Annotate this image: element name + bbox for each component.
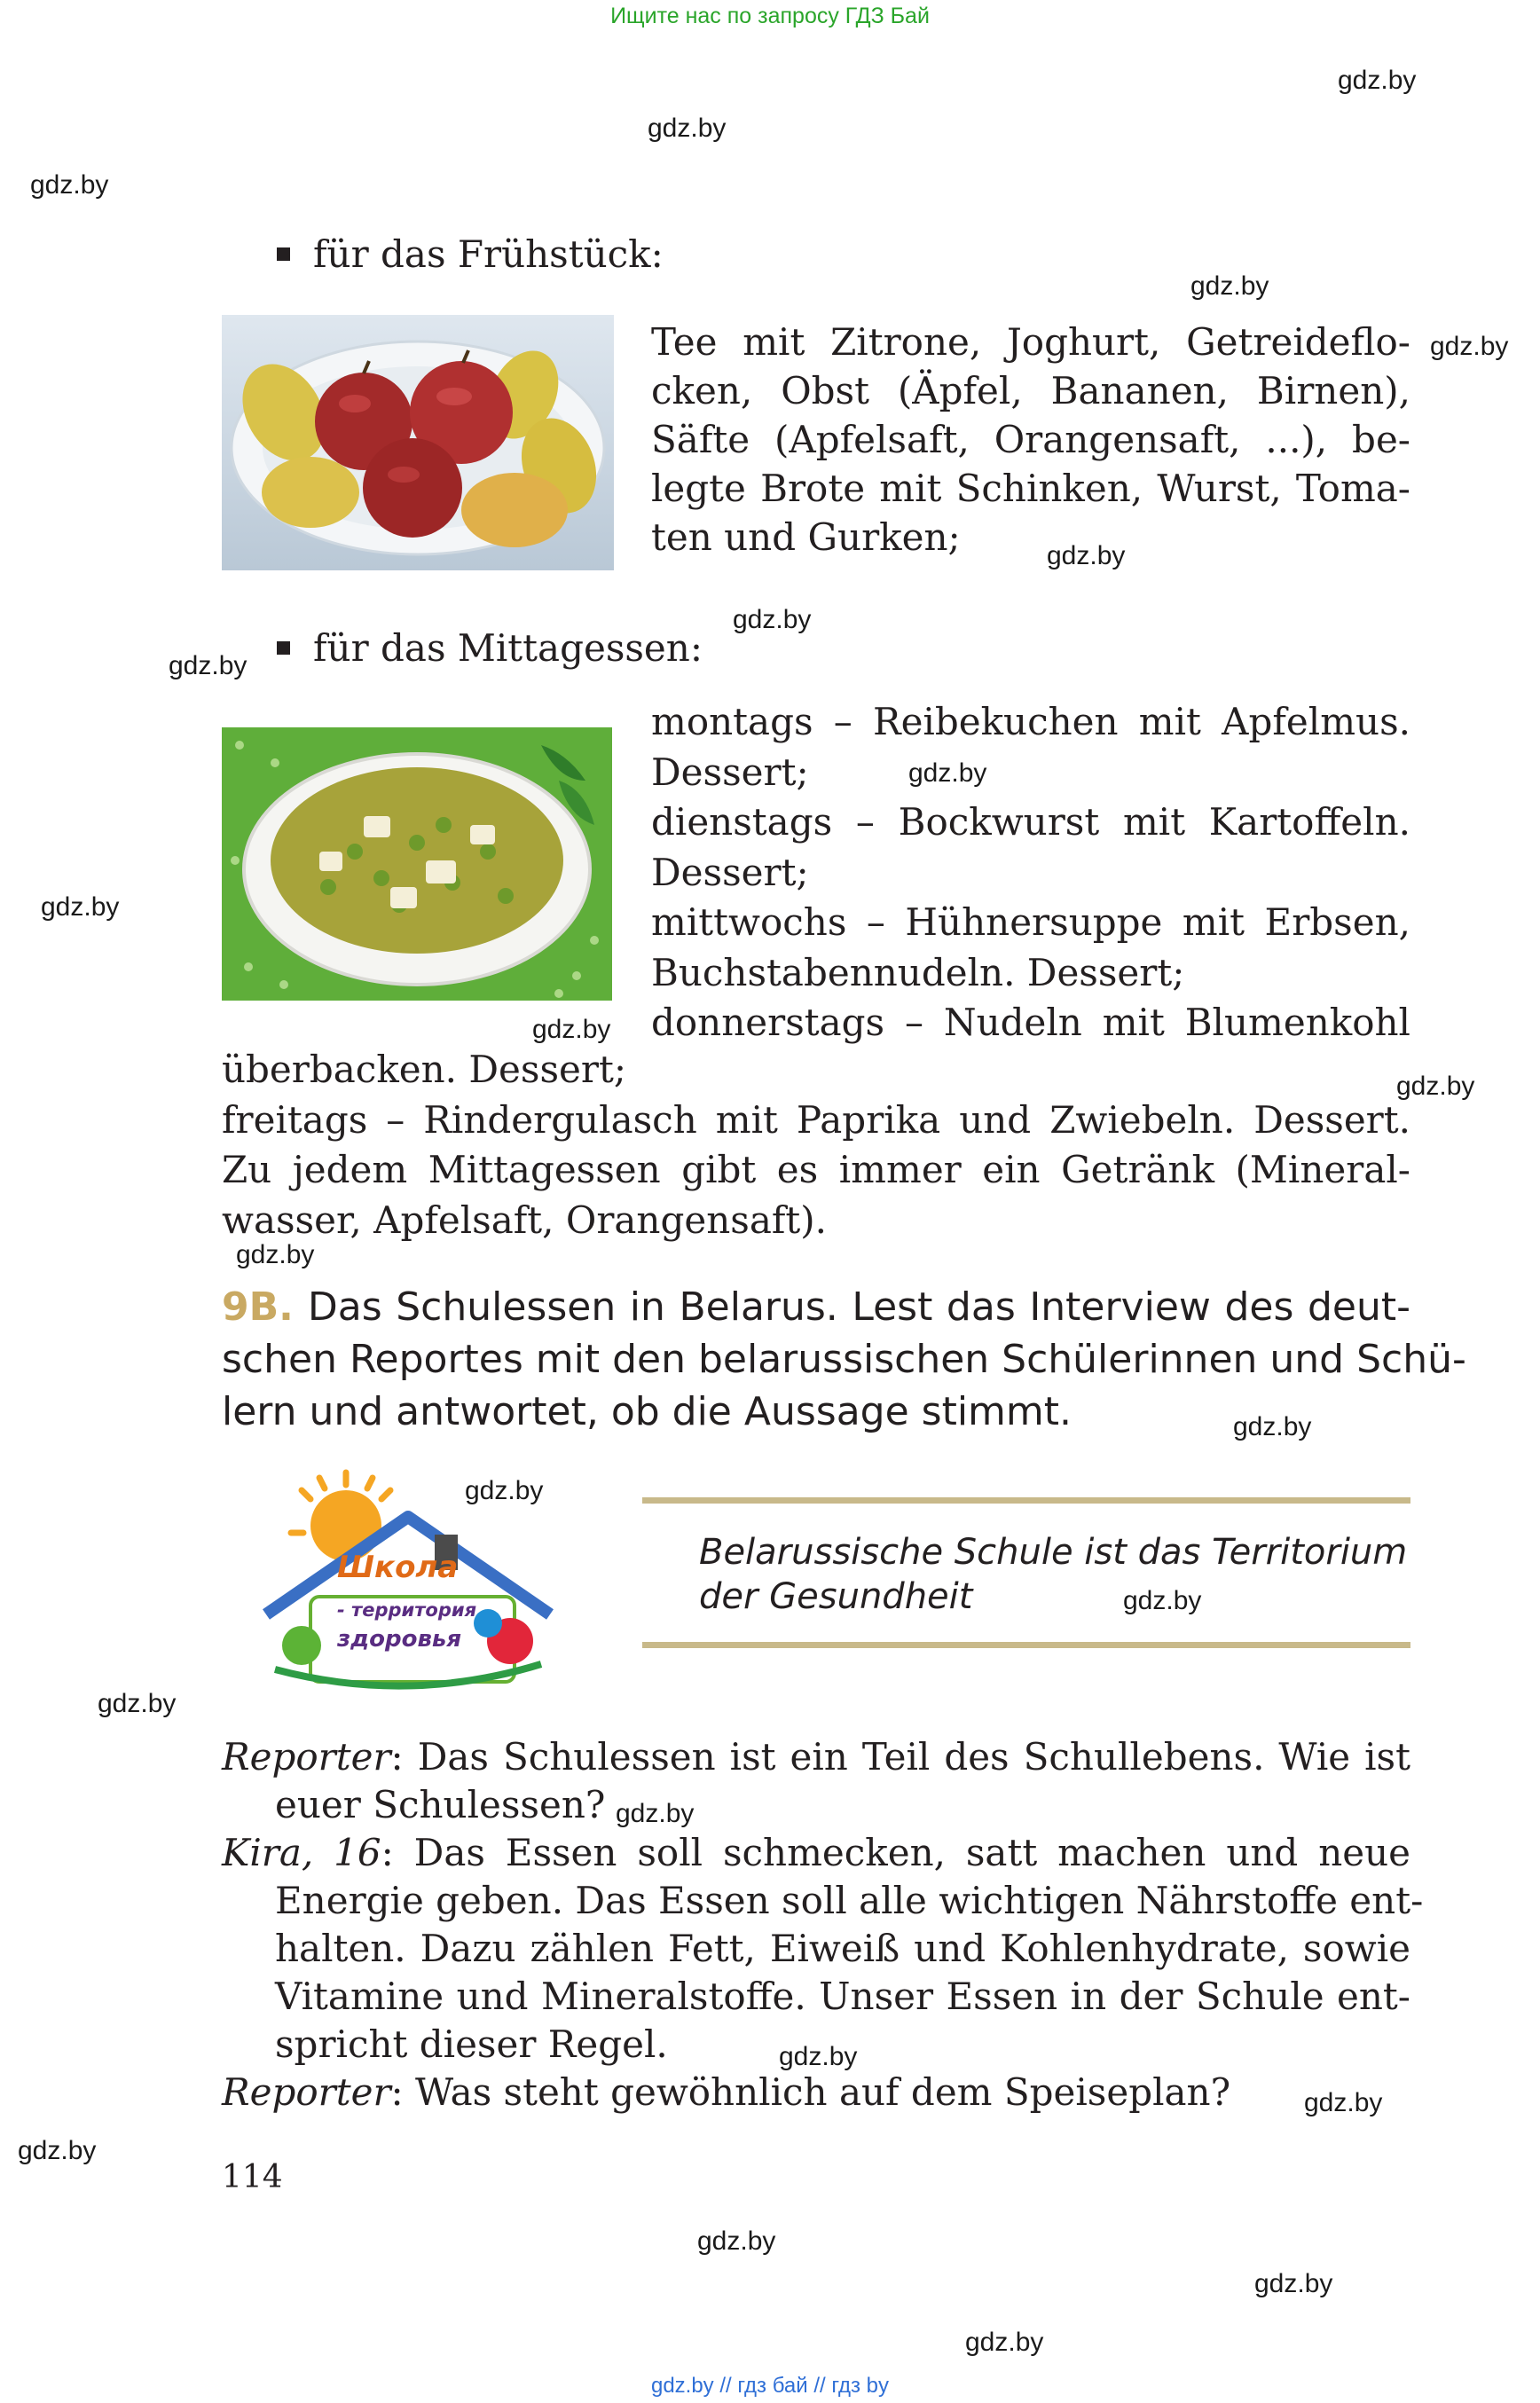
breakfast-heading xyxy=(277,232,664,276)
task-9b xyxy=(222,1281,1466,1438)
watermark: gdz.by xyxy=(1430,332,1509,361)
breakfast-line: Tee mit Zitrone, Joghurt, Getreideflo- xyxy=(651,320,1410,364)
dialog-line: : Was steht gewöhnlich auf dem Speiseplan? xyxy=(390,2070,1231,2114)
motto-box xyxy=(642,1497,1410,1648)
breakfast-line: cken, Obst (Äpfel, Bananen, Birnen), xyxy=(651,369,1410,412)
watermark: gdz.by xyxy=(616,1799,695,1828)
top-banner: Ищите нас по запросу ГДЗ Бай xyxy=(610,4,930,28)
watermark: gdz.by xyxy=(1338,66,1417,95)
breakfast-heading-text: für das Frühstück: xyxy=(313,232,664,276)
watermark: gdz.by xyxy=(532,1015,611,1044)
watermark: gdz.by xyxy=(18,2136,97,2165)
watermark: gdz.by xyxy=(1396,1072,1475,1101)
speaker: Kira, 16 xyxy=(222,1831,381,1874)
dialog-line: spricht dieser Regel. xyxy=(275,2022,668,2066)
watermark: gdz.by xyxy=(733,605,812,634)
lunch-line: wasser, Apfelsaft, Orangensaft). xyxy=(222,1198,828,1242)
logo-line3: здоровья xyxy=(337,1626,462,1653)
watermark: gdz.by xyxy=(1123,1586,1202,1615)
bullet-icon xyxy=(277,641,290,655)
watermark: gdz.by xyxy=(1047,541,1126,570)
watermark: gdz.by xyxy=(1190,271,1269,301)
dialog-line: : Das Schulessen ist ein Teil des Schullebens. Wie ist xyxy=(390,1735,1410,1779)
dialog-reporter-2 xyxy=(222,2069,1410,2116)
lunch-side-text xyxy=(651,697,1410,1048)
watermark: gdz.by xyxy=(965,2328,1044,2357)
motto-text xyxy=(699,1530,1407,1619)
pea-soup-photo xyxy=(222,727,612,1001)
task-line: schen Reportes mit den belarussischen Schülerinnen und Schü- xyxy=(222,1337,1466,1382)
breakfast-line: Säfte (Apfelsaft, Orangensaft, ...), be- xyxy=(651,418,1410,461)
lunch-line: donnerstags – Nudeln mit Blumenkohl xyxy=(651,1001,1410,1044)
watermark: gdz.by xyxy=(779,2042,858,2071)
watermark: gdz.by xyxy=(648,114,727,143)
lunch-line: Dessert; xyxy=(651,750,809,794)
lunch-line: Buchstabennudeln. Dessert; xyxy=(651,950,1185,994)
watermark: gdz.by xyxy=(30,170,109,200)
breakfast-line: legte Brote mit Schinken, Wurst, Toma- xyxy=(651,467,1410,510)
page-number: 114 xyxy=(222,2159,283,2195)
fruit-bowl-photo xyxy=(222,315,614,570)
logo-line2: - территория xyxy=(337,1599,477,1621)
watermark: gdz.by xyxy=(98,1689,177,1718)
watermark: gdz.by xyxy=(41,892,120,922)
task-line: lern und antwortet, ob die Aussage stimmt. xyxy=(222,1389,1072,1434)
logo-line1: Школа xyxy=(337,1550,459,1585)
lunch-line: Dessert; xyxy=(651,850,809,894)
dialog-kira xyxy=(222,1829,1424,2069)
dialog-line: Energie geben. Das Essen soll alle wichtigen Nährstoffe ent- xyxy=(275,1879,1424,1922)
bullet-icon xyxy=(277,247,290,261)
lunch-full-text xyxy=(222,1045,1410,1245)
watermark: gdz.by xyxy=(169,651,248,680)
lunch-line: montags – Reibekuchen mit Apfelmus. xyxy=(651,700,1410,743)
watermark: gdz.by xyxy=(908,758,987,788)
dialog-reporter-1 xyxy=(222,1733,1410,1829)
lunch-line: überbacken. Dessert; xyxy=(222,1048,626,1091)
watermark: gdz.by xyxy=(1254,2269,1333,2298)
lunch-line: Zu jedem Mittagessen gibt es immer ein Getränk (Mineral- xyxy=(222,1148,1410,1191)
speaker: Reporter xyxy=(222,1735,391,1779)
watermark: gdz.by xyxy=(236,1240,315,1269)
watermark: gdz.by xyxy=(1233,1412,1312,1441)
motto-line: Belarussische Schule ist das Territorium xyxy=(699,1532,1408,1573)
speaker: Reporter xyxy=(222,2070,391,2114)
task-line: Das Schulessen in Belarus. Lest das Interview des deut- xyxy=(307,1284,1410,1330)
watermark: gdz.by xyxy=(1304,2088,1383,2117)
watermark: gdz.by xyxy=(697,2226,776,2256)
lunch-heading-text: für das Mittagessen: xyxy=(313,626,703,670)
task-number: 9B. xyxy=(222,1284,294,1330)
dialog-line: halten. Dazu zählen Fett, Eiweiß und Kohlenhydrate, sowie xyxy=(275,1927,1410,1970)
watermark: gdz.by xyxy=(465,1476,544,1505)
lunch-line: freitags – Rindergulasch mit Paprika und Zwiebeln. Dessert. xyxy=(222,1097,1410,1142)
motto-line: der Gesundheit xyxy=(699,1576,973,1617)
lunch-line: mittwochs – Hühnersuppe mit Erbsen, xyxy=(651,900,1410,944)
lunch-line: dienstags – Bockwurst mit Kartoffeln. xyxy=(651,800,1410,844)
dialog-line: euer Schulessen? xyxy=(275,1783,606,1826)
breakfast-line: ten und Gurken; xyxy=(651,515,961,559)
dialog-line: : Das Essen soll schmecken, satt machen und neue xyxy=(381,1831,1410,1874)
dialog-line: Vitamine und Mineralstoffe. Unser Essen in der Schule ent- xyxy=(275,1975,1410,2018)
breakfast-text xyxy=(651,318,1410,561)
bottom-banner: gdz.by // гдз бай // гдз by xyxy=(650,2374,890,2398)
school-health-logo xyxy=(248,1464,568,1694)
lunch-heading xyxy=(277,626,703,670)
